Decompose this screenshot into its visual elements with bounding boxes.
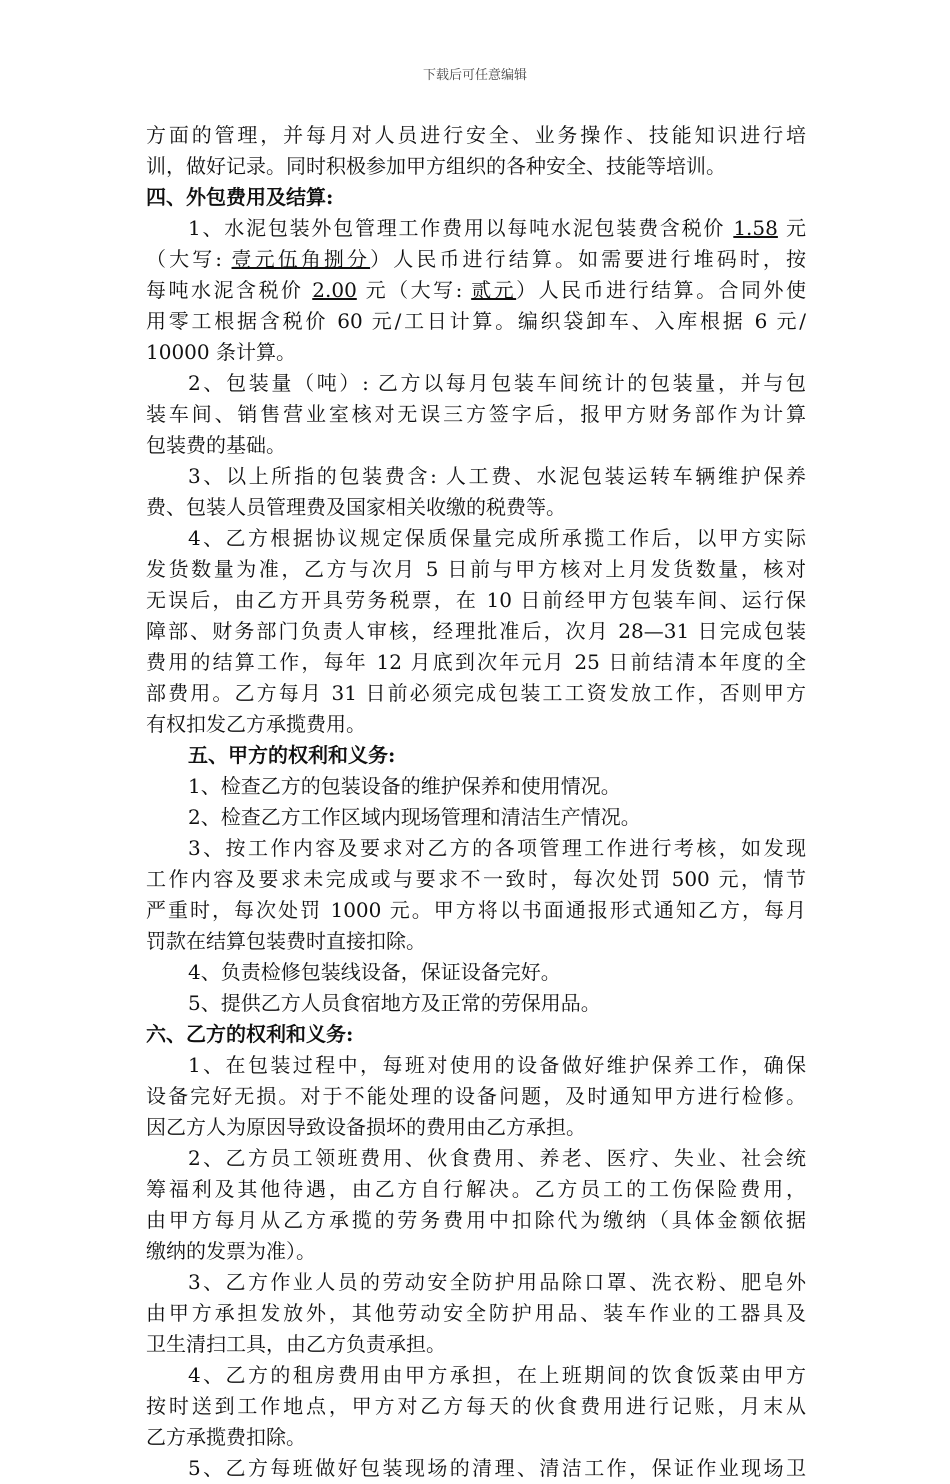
- text-line: 乙方承揽费扣除。: [146, 1425, 306, 1449]
- section-heading: 五、甲方的权利和义务:: [188, 743, 396, 767]
- text-line: 装车间、销售营业室核对无误三方签字后，报甲方财务部作为计算: [146, 402, 806, 426]
- text-fragment: 每吨水泥含税价: [146, 278, 313, 302]
- text-line: 由甲方承担发放外，其他劳动安全防护用品、装车作业的工器具及: [146, 1301, 806, 1325]
- text-line: 训，做好记录。同时积极参加甲方组织的各种安全、技能等培训。: [146, 154, 726, 178]
- text-line: 严重时，每次处罚 1000 元。甲方将以书面通报形式通知乙方，每月: [146, 898, 806, 922]
- text-line: 工作内容及要求未完成或与要求不一致时，每次处罚 500 元，情节: [146, 867, 806, 891]
- text-line: 1、在包装过程中，每班对使用的设备做好维护保养工作，确保: [188, 1053, 806, 1077]
- text-line: 10000 条计算。: [146, 340, 296, 364]
- text-fragment: 元（大写:: [356, 278, 472, 302]
- section-heading: 四、外包费用及结算:: [146, 185, 334, 209]
- text-line: [146, 275, 806, 306]
- text-line: [146, 244, 806, 275]
- text-line: 筹福利及其他待遇，由乙方自行解决。乙方员工的工伤保险费用，: [146, 1177, 806, 1201]
- text-line: 3、以上所指的包装费含: 人工费、水泥包装运转车辆维护保养: [188, 464, 806, 488]
- text-line: 卫生清扫工具，由乙方负责承担。: [146, 1332, 446, 1356]
- document-body: [146, 120, 806, 1484]
- text-line: 用零工根据含税价 60 元/工日计算。编织袋卸车、入库根据 6 元/: [146, 309, 806, 333]
- text-line: 发货数量为准，乙方与次月 5 日前与甲方核对上月发货数量，核对: [146, 557, 806, 581]
- text-line: 费、包装人员管理费及国家相关收缴的税费等。: [146, 495, 566, 519]
- text-line: 按时送到工作地点，甲方对乙方每天的伙食费用进行记账，月末从: [146, 1394, 806, 1418]
- text-line: 无误后，由乙方开具劳务税票，在 10 日前经甲方包装车间、运行保: [146, 588, 806, 612]
- text-fragment: ）人民币进行结算。如需要进行堆码时，按: [370, 247, 806, 271]
- text-line: 4、乙方的租房费用由甲方承担，在上班期间的饮食饭菜由甲方: [188, 1363, 806, 1387]
- text-line: [146, 213, 806, 244]
- text-line: 5、乙方每班做好包装现场的清理、清洁工作，保证作业现场卫: [188, 1456, 806, 1480]
- underlined-value: 1.58: [733, 216, 778, 240]
- text-line: 3、乙方作业人员的劳动安全防护用品除口罩、洗衣粉、肥皂外: [188, 1270, 806, 1294]
- text-line: 设备完好无损。对于不能处理的设备问题，及时通知甲方进行检修。: [146, 1084, 806, 1108]
- text-line: 3、按工作内容及要求对乙方的各项管理工作进行考核，如发现: [188, 836, 806, 860]
- text-line: 5、提供乙方人员食宿地方及正常的劳保用品。: [188, 991, 601, 1015]
- text-line: 有权扣发乙方承揽费用。: [146, 712, 366, 736]
- underlined-value: 贰元: [471, 278, 517, 302]
- text-fragment: （大写:: [146, 247, 232, 271]
- text-line: 障部、财务部门负责人审核，经理批准后，次月 28—31 日完成包装: [146, 619, 806, 643]
- underlined-value: 壹元伍角捌分: [231, 247, 371, 271]
- text-line: 2、包装量（吨）: 乙方以每月包装车间统计的包装量，并与包: [188, 371, 806, 395]
- text-line: 费用的结算工作，每年 12 月底到次年元月 25 日前结清本年度的全: [146, 650, 806, 674]
- text-line: 包装费的基础。: [146, 433, 286, 457]
- text-line: 1、检查乙方的包装设备的维护保养和使用情况。: [188, 774, 621, 798]
- text-line: 4、乙方根据协议规定保质保量完成所承揽工作后，以甲方实际: [188, 526, 806, 550]
- text-line: 2、检查乙方工作区域内现场管理和清洁生产情况。: [188, 805, 641, 829]
- text-line: 方面的管理，并每月对人员进行安全、业务操作、技能知识进行培: [146, 123, 806, 147]
- text-line: 因乙方人为原因导致设备损坏的费用由乙方承担。: [146, 1115, 586, 1139]
- text-line: 4、负责检修包装线设备，保证设备完好。: [188, 960, 561, 984]
- text-fragment: 1、水泥包装外包管理工作费用以每吨水泥包装费含税价: [188, 216, 734, 240]
- text-line: 2、乙方员工领班费用、伙食费用、养老、医疗、失业、社会统: [188, 1146, 806, 1170]
- underlined-value: 2.00: [312, 278, 357, 302]
- text-line: 部费用。乙方每月 31 日前必须完成包装工工资发放工作，否则甲方: [146, 681, 806, 705]
- text-fragment: 元: [777, 216, 806, 240]
- text-fragment: ）人民币进行结算。合同外使: [516, 278, 806, 302]
- section-heading: 六、乙方的权利和义务:: [146, 1022, 354, 1046]
- text-line: 缴纳的发票为准）。: [146, 1239, 316, 1263]
- text-line: 由甲方每月从乙方承揽的劳务费用中扣除代为缴纳（具体金额依据: [146, 1208, 806, 1232]
- text-line: 罚款在结算包装费时直接扣除。: [146, 929, 426, 953]
- page-header: 下载后可任意编辑: [422, 68, 527, 83]
